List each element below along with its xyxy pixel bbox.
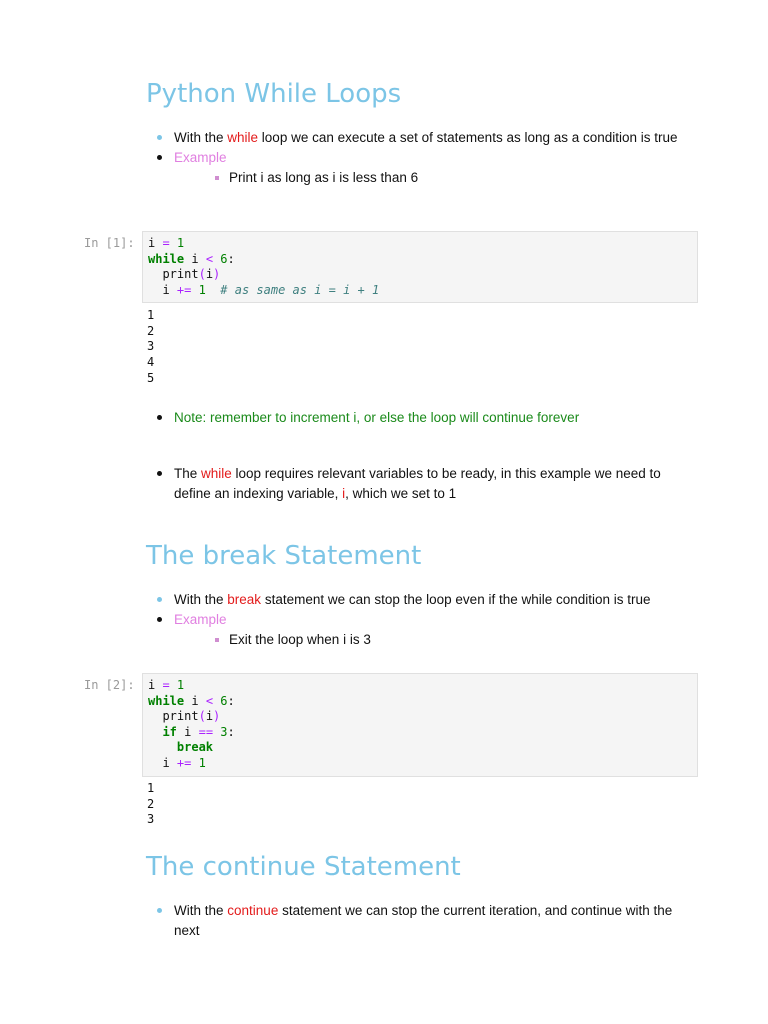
square-bullet-icon (215, 176, 219, 180)
cell-prompt: In [2]: (84, 678, 135, 692)
output-line: 4 (147, 355, 155, 370)
sub-list-item (174, 630, 686, 650)
code-line: i = 1 (148, 678, 185, 692)
keyword-highlight: while (227, 130, 259, 145)
bullet-icon (157, 597, 162, 602)
code-cell[interactable] (142, 673, 698, 777)
code-cell[interactable] (142, 231, 698, 303)
while-intro-list (146, 128, 686, 188)
code-line: i += 1 (148, 755, 206, 770)
keyword-highlight: continue (227, 903, 279, 918)
cell-output (147, 308, 154, 387)
example-label: Example (174, 150, 227, 165)
list-item: With the while loop we can execute a set of statements as long as a condition is true (146, 128, 686, 148)
cell-output (147, 781, 154, 828)
bullet-icon (157, 155, 162, 160)
section-heading-break: The break Statement (146, 541, 422, 571)
list-item (146, 610, 686, 650)
output-line: 2 (147, 323, 155, 338)
code-line: print(i) (148, 709, 221, 723)
keyword-highlight: while (201, 466, 232, 481)
code-line: i = 1 (148, 236, 185, 250)
output-line: 2 (147, 796, 155, 811)
code-line: if i == 3: (162, 724, 235, 739)
output-line: 3 (147, 812, 155, 827)
keyword-highlight: i (342, 486, 346, 501)
code-line: while i < 6: (148, 693, 235, 708)
code-block (148, 236, 692, 298)
code-line: print(i) (148, 267, 221, 281)
output-line: 1 (147, 781, 155, 795)
list-item: The while loop requires relevant variables to be ready, in this example we need to define an indexing variable, i, which we set to 1 (146, 464, 686, 504)
continue-intro-list (146, 901, 686, 941)
bullet-icon (157, 415, 162, 420)
code-line: while i < 6: (148, 251, 235, 266)
output-line: 3 (147, 339, 155, 354)
code-line: break (176, 740, 214, 754)
section-heading-continue: The continue Statement (146, 852, 461, 882)
bullet-icon (157, 471, 162, 476)
keyword-highlight: break (227, 592, 262, 607)
bullet-icon (157, 908, 162, 913)
list-item: With the break statement we can stop the loop even if the while condition is true (146, 590, 686, 610)
list-item (146, 148, 686, 188)
bullet-icon (157, 135, 162, 140)
variables-note-list (146, 464, 686, 504)
break-intro-list (146, 590, 686, 650)
square-bullet-icon (215, 638, 219, 642)
example-description: Print i as long as i is less than 6 (229, 170, 419, 185)
cell-prompt: In [1]: (84, 236, 135, 250)
section-heading-while-loops: Python While Loops (146, 79, 402, 109)
output-line: 5 (147, 370, 155, 385)
list-item: With the continue statement we can stop the current iteration, and continue with the next (146, 901, 686, 941)
bullet-icon (157, 617, 162, 622)
note-text: Note: remember to increment i, or else the loop will continue forever (174, 410, 580, 425)
sub-list-item (174, 168, 686, 188)
code-line: i += 1 # as same as i = i + 1 (148, 282, 380, 297)
list-item (146, 408, 686, 428)
example-label: Example (174, 612, 227, 627)
output-line: 1 (147, 308, 155, 322)
note-list (146, 408, 686, 428)
example-description: Exit the loop when i is 3 (229, 632, 371, 647)
code-block (148, 678, 692, 771)
